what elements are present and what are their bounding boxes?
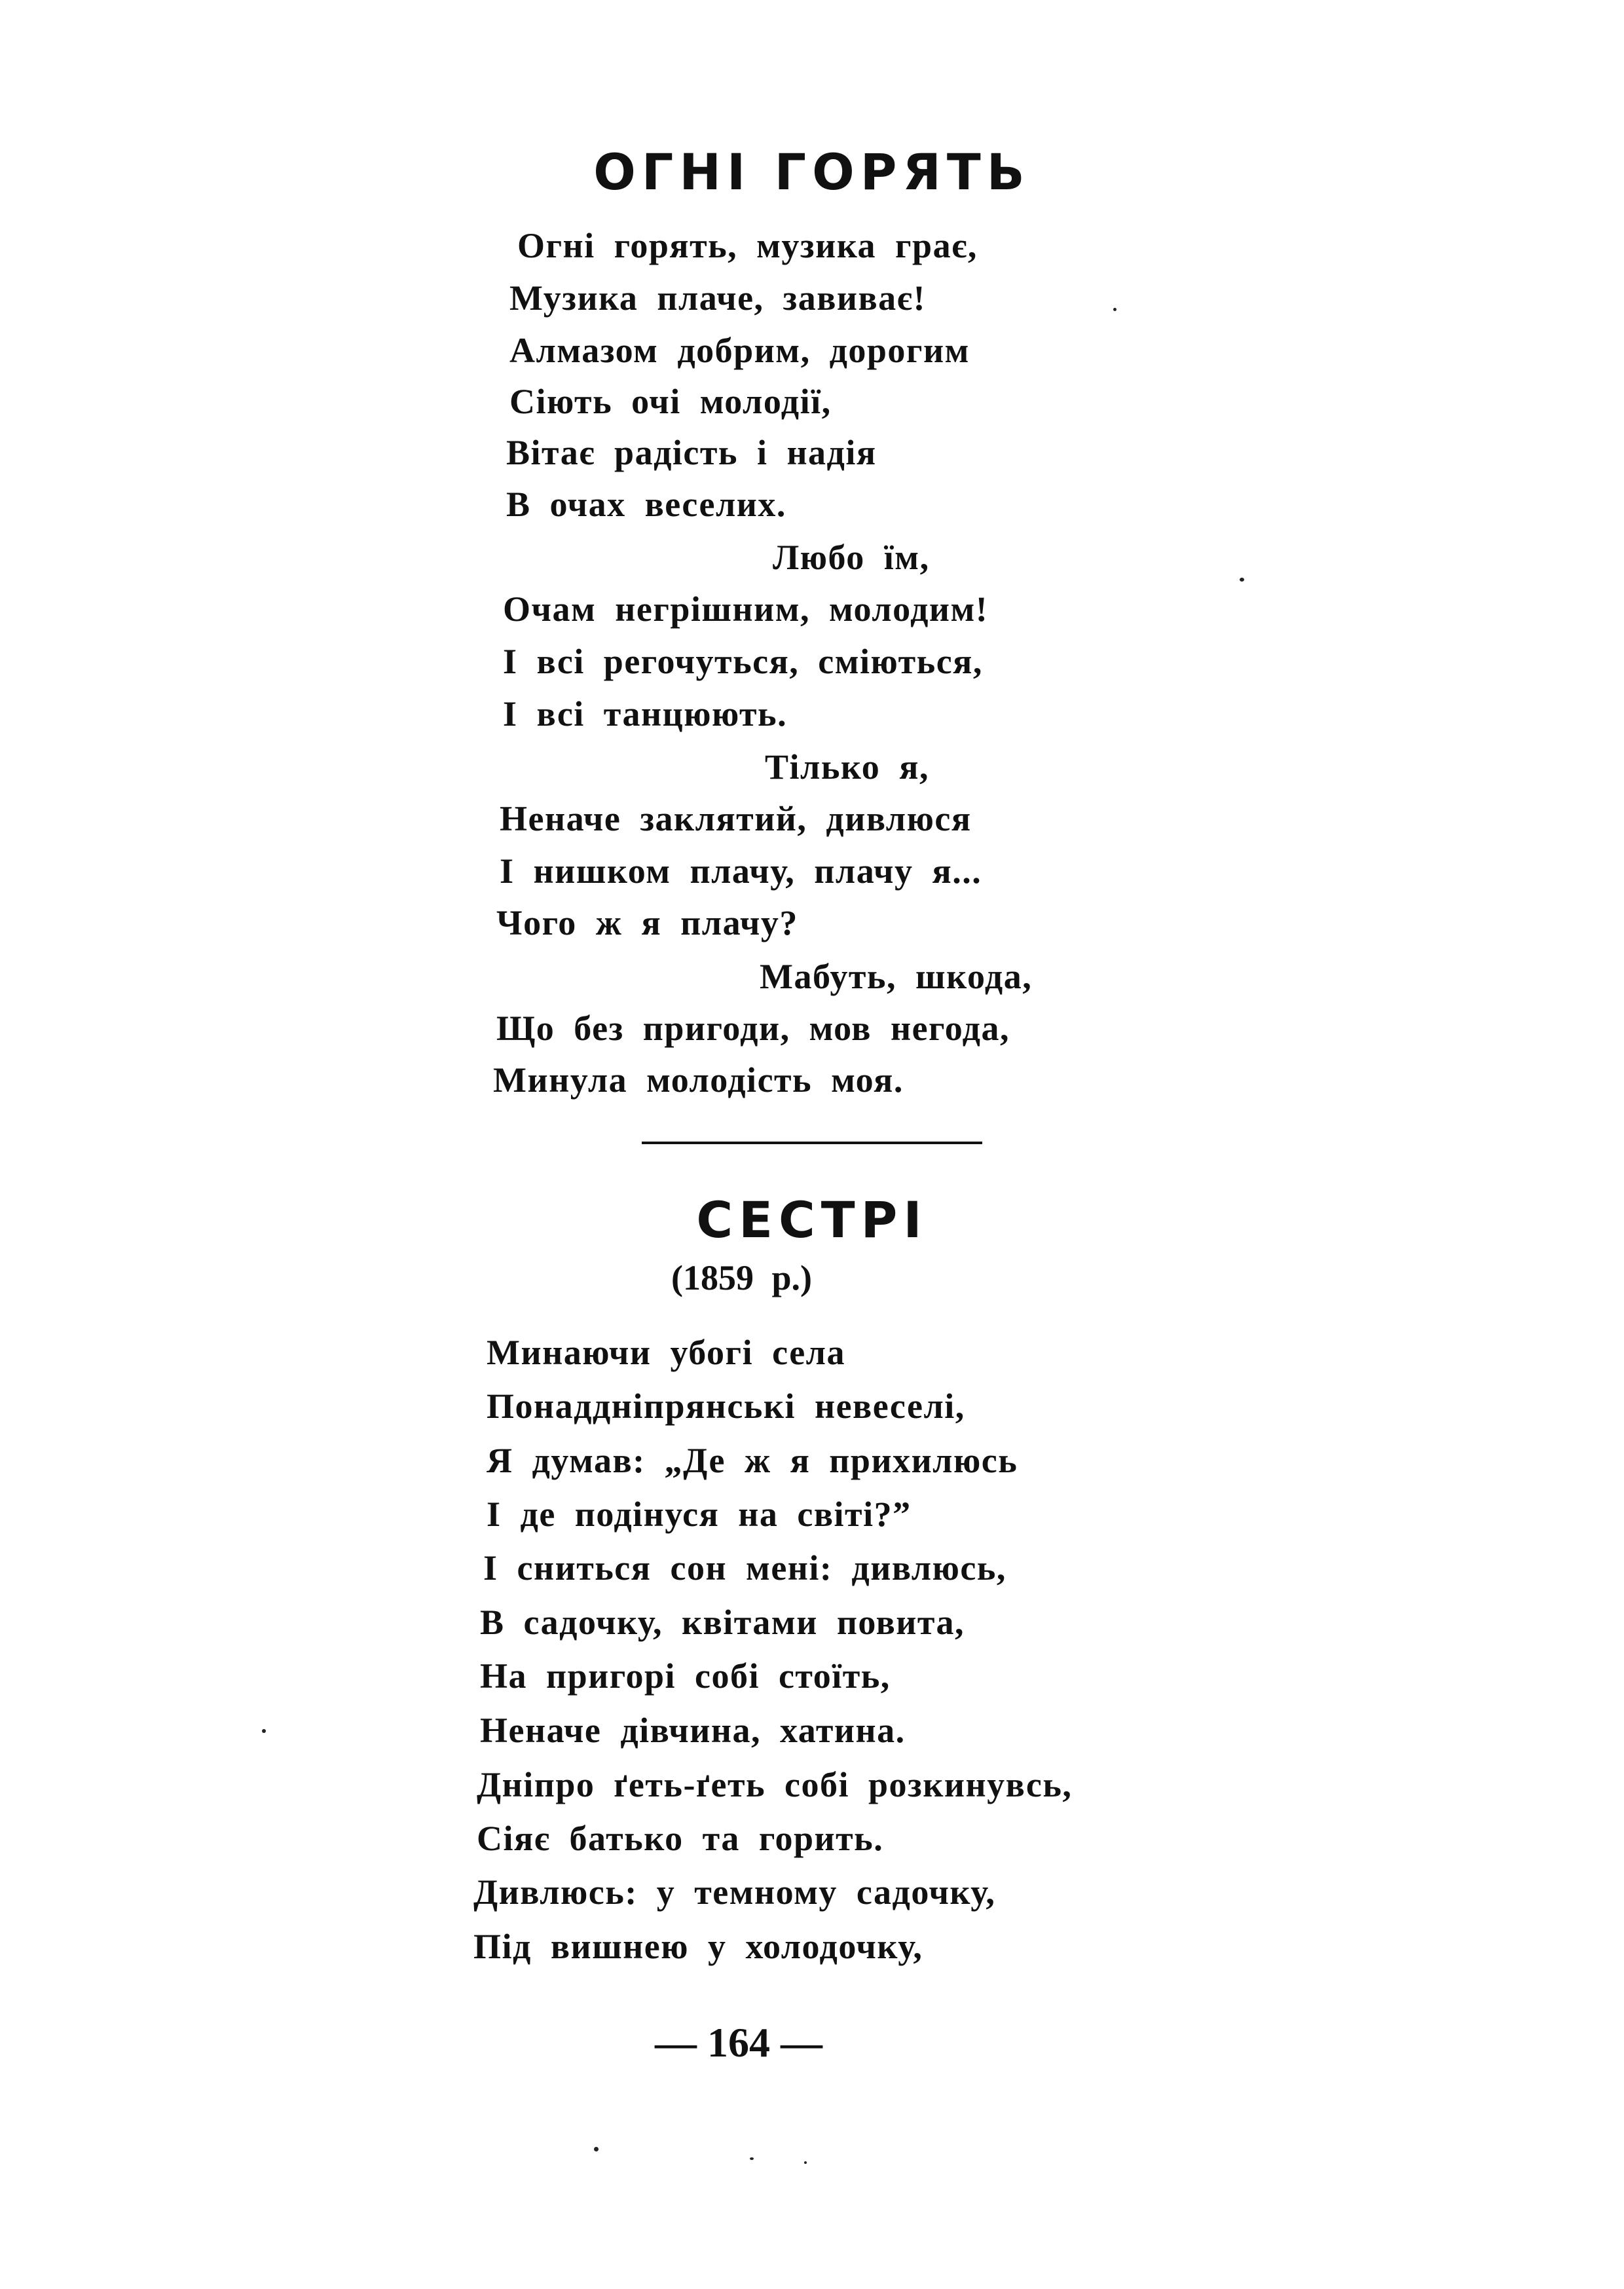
poem-line: Неначе заклятий, дивлюся: [500, 799, 972, 838]
poem-line: В очах веселих.: [506, 485, 786, 524]
poem-line: Під вишнею у холодочку,: [473, 1927, 923, 1966]
poem-line: І всі танцюють.: [503, 694, 788, 734]
poem-line: На пригорі собі стоїть,: [480, 1656, 891, 1696]
poem-line: Тілько я,: [765, 747, 929, 787]
page-number: — 164 —: [655, 2019, 822, 2066]
scan-speck: [594, 2147, 599, 2151]
poem-line: Мабуть, шкода,: [760, 957, 1033, 996]
scan-speck: [750, 2157, 754, 2160]
poem-line: Я думав: „Де ж я прихилюсь: [487, 1441, 1018, 1480]
poem-line: Дивлюсь: у темному садочку,: [473, 1872, 996, 1912]
poem-line: Минула молодість моя.: [493, 1060, 904, 1100]
poem-line: Понаддніпрянські невеселі,: [487, 1386, 965, 1426]
poem-line: Минаючи убогі села: [487, 1333, 845, 1372]
scan-speck: [1240, 578, 1244, 582]
poem-line: Алмазом добрим, дорогим: [509, 331, 970, 370]
poem-line: Любо їм,: [773, 538, 930, 577]
section-divider: [642, 1142, 982, 1144]
poem-line: Неначе дівчина, хатина.: [480, 1711, 906, 1750]
poem-line: Очам негрішним, молодим!: [503, 589, 989, 629]
poem-line: В садочку, квітами повита,: [480, 1603, 965, 1642]
poem-line: Музика плаче, завиває!: [509, 278, 926, 318]
poem-line: І всі регочуться, сміються,: [503, 642, 983, 681]
poem-title-ogni-goriat: ОГНІ ГОРЯТЬ: [593, 143, 1031, 201]
poem-date: (1859 р.): [671, 1258, 812, 1297]
poem-line: Огні горять, музика грає,: [517, 226, 978, 265]
poem-line: Сіють очі молодії,: [509, 382, 832, 421]
poem-line: Вітає радість і надія: [506, 433, 877, 472]
poem-line: І де подінуся на світі?”: [487, 1495, 912, 1534]
poem-line: І нишком плачу, плачу я...: [500, 851, 982, 891]
scan-speck: [1113, 308, 1116, 311]
poem-line: І сниться сон мені: дивлюсь,: [483, 1548, 1006, 1588]
scan-speck: [262, 1729, 266, 1733]
poem-line: Що без пригоди, мов негода,: [496, 1009, 1010, 1048]
scan-speck: [804, 2161, 807, 2164]
poem-line: Сіяє батько та горить.: [477, 1819, 884, 1858]
poem-title-sestri: СЕСТРІ: [696, 1191, 928, 1249]
poem-line: Дніпро ґеть-ґеть собі розкинувсь,: [477, 1765, 1073, 1804]
poem-line: Чого ж я плачу?: [496, 903, 798, 942]
